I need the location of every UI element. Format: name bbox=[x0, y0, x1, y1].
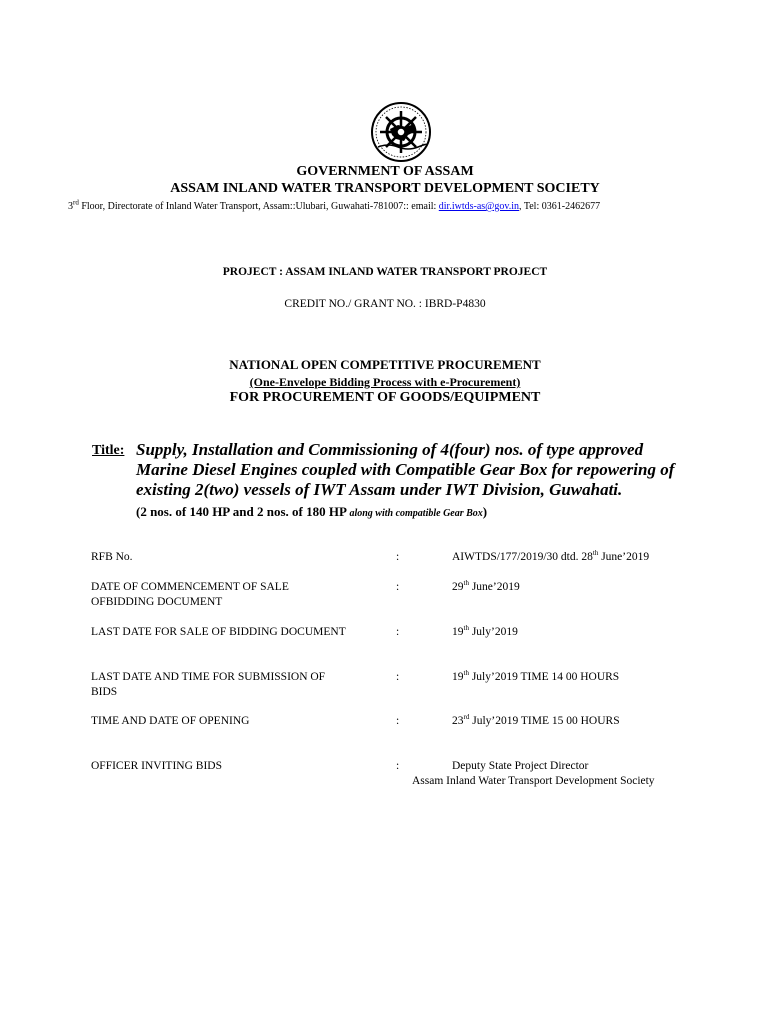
last-sale-label: LAST DATE FOR SALE OF BIDDING DOCUMENT bbox=[91, 626, 346, 638]
submission-colon: : bbox=[396, 671, 400, 683]
commencement-colon: : bbox=[396, 581, 400, 593]
officer-value-designation: Deputy State Project Director bbox=[452, 760, 589, 772]
subnote-main: (2 nos. of 140 HP and 2 nos. of 180 HP bbox=[136, 504, 350, 519]
opening-value bbox=[452, 714, 620, 729]
rfb-label: RFB No. bbox=[91, 551, 133, 563]
rfb-value bbox=[452, 550, 649, 565]
opening-value-time: July’2019 TIME 15 00 HOURS bbox=[469, 715, 620, 727]
officer-value-organisation: Assam Inland Water Transport Development Society bbox=[412, 775, 655, 787]
address-text: Floor, Directorate of Inland Water Transport, Assam::Ulubari, Guwahati-781007:: email: bbox=[78, 201, 439, 212]
submission-label: LAST DATE AND TIME FOR SUBMISSION OF BIDS bbox=[91, 671, 326, 698]
submission-value-day: 19 bbox=[452, 671, 464, 683]
last-sale-colon: : bbox=[396, 626, 400, 638]
title-label: Title: bbox=[92, 443, 125, 458]
commencement-value bbox=[452, 580, 520, 595]
last-sale-value-day: 19 bbox=[452, 626, 464, 638]
opening-label: TIME AND DATE OF OPENING bbox=[91, 715, 250, 727]
project-line: PROJECT : ASSAM INLAND WATER TRANSPORT PROJECT bbox=[222, 266, 548, 278]
commencement-value-month: June’2019 bbox=[468, 581, 520, 593]
email-link[interactable]: dir.iwtds-as@gov.in bbox=[438, 201, 520, 212]
submission-value bbox=[452, 670, 619, 685]
commencement-value-day: 29 bbox=[452, 581, 464, 593]
credit-grant-line: CREDIT NO./ GRANT NO. : IBRD-P4830 bbox=[284, 298, 486, 310]
rfb-value-month: June’2019 bbox=[598, 551, 650, 563]
rfb-colon: : bbox=[396, 551, 400, 563]
goods-heading: FOR PROCUREMENT OF GOODS/EQUIPMENT bbox=[229, 390, 541, 405]
submission-value-time: July’2019 TIME 14 00 HOURS bbox=[468, 671, 620, 683]
telephone-text: , Tel: 0361-2462677 bbox=[519, 201, 601, 212]
tender-title-subnote bbox=[136, 504, 487, 520]
rfb-value-sup: th bbox=[592, 549, 599, 558]
opening-value-sup: rd bbox=[463, 713, 470, 722]
society-heading: ASSAM INLAND WATER TRANSPORT DEVELOPMENT SOCIETY bbox=[170, 181, 600, 196]
rfb-value-main: AIWTDS/177/2019/30 dtd. 28 bbox=[452, 551, 593, 563]
submission-value-sup: th bbox=[463, 669, 469, 678]
officer-colon: : bbox=[396, 760, 400, 772]
address-line bbox=[68, 198, 601, 212]
last-sale-value bbox=[452, 625, 518, 640]
officer-label: OFFICER INVITING BIDS bbox=[91, 760, 222, 772]
opening-value-day: 23 bbox=[452, 715, 464, 727]
last-sale-value-month: July’2019 bbox=[468, 626, 518, 638]
procurement-heading: NATIONAL OPEN COMPETITIVE PROCUREMENT bbox=[229, 357, 541, 372]
subnote-italic: along with compatible Gear Box bbox=[349, 508, 483, 519]
address-floor-sup: rd bbox=[73, 198, 79, 207]
opening-colon: : bbox=[396, 715, 400, 727]
subnote-close: ) bbox=[482, 504, 488, 519]
tender-title: Supply, Installation and Commissioning of 4(four) nos. of type approved Marine Diesel Engines coupled with Compatible Gear Box for repowering of existing 2(two) vessels of IWT Assam under IWT Division, Guwahati. bbox=[136, 440, 675, 499]
society-emblem-logo bbox=[368, 101, 434, 163]
bidding-process-text: (One-Envelope Bidding Process with e-Procurement) bbox=[249, 375, 521, 389]
address-floor: 3 bbox=[68, 201, 73, 212]
commencement-value-sup: th bbox=[463, 579, 469, 588]
commencement-label: DATE OF COMMENCEMENT OF SALE OFBIDDING DOCUMENT bbox=[91, 581, 289, 608]
bidding-process-subheading bbox=[0, 375, 770, 390]
government-heading: GOVERNMENT OF ASSAM bbox=[296, 164, 474, 179]
last-sale-value-sup: th bbox=[463, 624, 469, 633]
